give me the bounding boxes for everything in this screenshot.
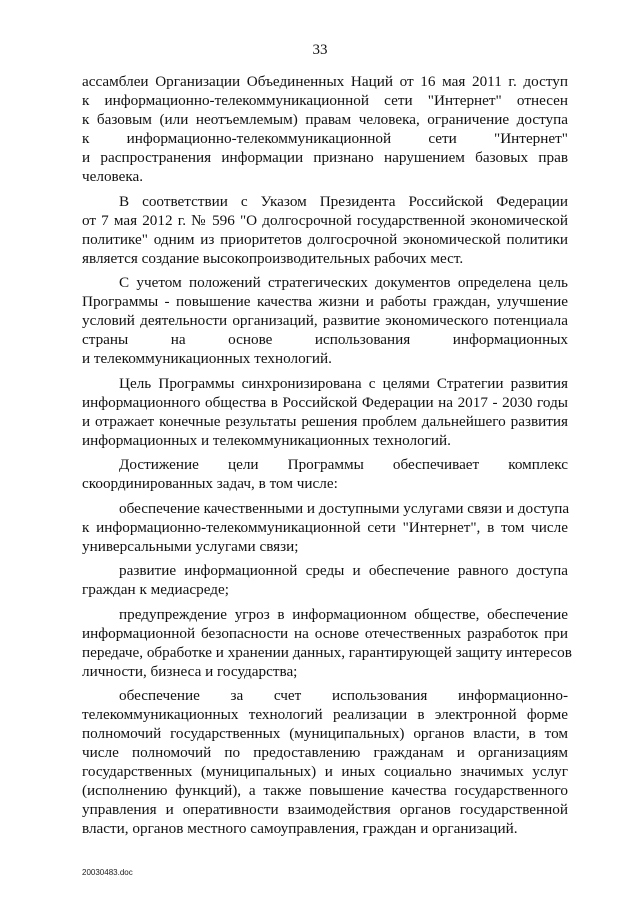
paragraph-8 — [82, 605, 572, 681]
text-line: полномочий государственных (муниципальных) органов власти, в том — [82, 725, 568, 742]
text-line: Достижение цели Программы обеспечивает комплекс — [119, 456, 568, 473]
text-line: к информационно-телекоммуникационной сети "Интернет" — [82, 130, 568, 147]
footer-filename: 20030483.doc — [82, 868, 133, 877]
text-line: политике" одним из приоритетов долгосрочной экономической политики — [82, 230, 568, 248]
text-line: является создание высокопроизводительных рабочих мест. — [82, 249, 464, 267]
text-line: условий деятельности организаций, развитие экономического потенциала — [82, 312, 568, 329]
paragraph-3 — [82, 273, 568, 368]
text-line: Программы - повышение качества жизни и работы граждан, улучшение — [82, 293, 568, 310]
text-line: В соответствии с Указом Президента Российской Федерации — [119, 192, 568, 210]
text-line: к информационно-телекоммуникационной сети "Интернет" отнесен — [82, 92, 568, 109]
text-line: от 7 мая 2012 г. № 596 "О долгосрочной государственной экономической — [82, 211, 568, 229]
text-line: Цель Программы синхронизирована с целями Стратегии развития — [119, 374, 568, 392]
text-line: государственных (муниципальных) и иных социально значимых услуг — [82, 763, 568, 780]
paragraph-2 — [82, 192, 568, 268]
text-line: управления и оперативности взаимодействия органов государственной — [82, 801, 568, 818]
paragraph-9 — [82, 686, 568, 838]
text-line: предупреждение угроз в информационном обществе, обеспечение — [119, 605, 568, 623]
text-line: скоординированных задач, в том числе: — [82, 475, 338, 492]
text-line: С учетом положений стратегических документов определена цель — [119, 274, 568, 291]
text-line: телекоммуникационных технологий реализации в электронной форме — [82, 706, 568, 723]
text-line: страны на основе использования информационных — [82, 331, 568, 348]
page-number: 33 — [312, 42, 328, 58]
paragraph-5 — [82, 455, 568, 493]
paragraph-6 — [82, 499, 568, 556]
text-line: и отражает конечные результаты решения проблем дальнейшего развития — [82, 412, 568, 430]
text-line: обеспечение за счет использования информационно- — [119, 687, 568, 704]
text-line: к базовым (или неотъемлемым) правам человека, ограничение доступа — [82, 111, 568, 128]
body-text — [82, 72, 572, 838]
text-line: развитие информационной среды и обеспечение равного доступа — [119, 562, 568, 579]
text-line: власти, органов местного самоуправления, граждан и организаций. — [82, 820, 518, 837]
text-line: и телекоммуникационных технологий. — [82, 350, 332, 367]
text-line: ассамблеи Организации Объединенных Наций от 16 мая 2011 г. доступ — [82, 73, 568, 90]
text-line: универсальными услугами связи; — [82, 537, 299, 555]
text-line: (исполнению функций), а также повышение качества государственного — [82, 782, 568, 799]
text-line: личности, бизнеса и государства; — [82, 662, 298, 680]
text-line: информационного общества в Российской Федерации на 2017 - 2030 годы — [82, 393, 568, 411]
text-line: человека. — [82, 168, 144, 185]
text-line: к информационно-телекоммуникационной сети "Интернет", в том числе — [82, 518, 568, 536]
paragraph-7 — [82, 561, 568, 599]
text-line: информационных и телекоммуникационных технологий. — [82, 431, 451, 449]
text-line: граждан к медиасреде; — [82, 581, 229, 598]
text-line: и распространения информации признано нарушением базовых прав — [82, 149, 568, 166]
paragraph-1 — [82, 72, 568, 186]
text-line: числе полномочий по предоставлению гражданам и организациям — [82, 744, 568, 761]
paragraph-4 — [82, 374, 568, 450]
text-line: передаче, обработке и хранении данных, гарантирующей защиту интересов — [82, 643, 572, 661]
text-line: обеспечение качественными и доступными услугами связи и доступа — [119, 499, 570, 517]
text-line: информационной безопасности на основе отечественных разработок при — [82, 624, 568, 642]
